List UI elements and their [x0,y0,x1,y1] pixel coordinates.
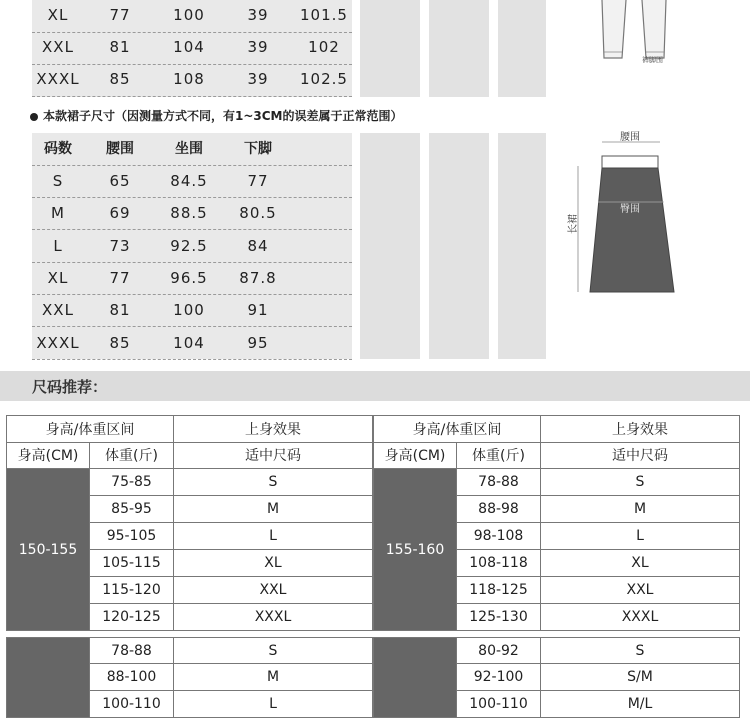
size-cell: S [541,637,740,664]
table-cell: 39 [247,6,269,24]
height-range-cell [6,637,90,718]
size-cell: XXL [174,577,373,604]
height-header: 身高(CM) [6,443,90,469]
weight-cell: 118-125 [457,577,541,604]
size-cell: S/M [541,664,740,691]
table-cell: 39 [247,70,269,88]
table-cell: 84.5 [170,172,208,190]
grid-col [498,133,546,359]
table-row [32,64,352,97]
table-cell: 88.5 [170,204,208,223]
size-header: 适中尺码 [541,443,740,469]
weight-cell: 98-108 [457,523,541,550]
weight-cell: 78-88 [457,469,541,496]
size-cell: S [174,469,373,496]
table-cell: 104 [173,38,205,56]
table-cell: 81 [109,301,131,320]
weight-cell: 108-118 [457,550,541,577]
table-row [32,327,352,360]
table-cell: 80.5 [239,204,277,223]
recommend-title: 尺码推荐： [32,378,108,396]
weight-cell: 88-98 [457,496,541,523]
weight-cell: 105-115 [90,550,174,577]
size-cell: M [541,496,740,523]
table-cell: 108 [173,70,205,88]
table-row [32,230,352,263]
size-cell: XXXL [174,604,373,631]
table-row [32,32,352,65]
table-row [32,165,352,198]
table-header-row [32,133,352,166]
skirt-diagram [560,130,680,300]
weight-cell: 85-95 [90,496,174,523]
size-cell: M/L [541,691,740,718]
pants-hem-label: 裤脚围 [642,56,663,64]
table-cell: 77 [109,268,131,287]
table-cell: 104 [173,333,205,352]
weight-cell: 75-85 [90,469,174,496]
length-label: 长裙 [568,214,579,234]
table-header: 坐围 [175,141,203,157]
effect-header: 上身效果 [174,415,373,443]
table-cell: 81 [109,38,131,56]
weight-cell: 125-130 [457,604,541,631]
table-cell: M [51,204,65,223]
table-cell: 102.5 [300,70,348,88]
size-cell: L [174,691,373,718]
table-cell: 95 [247,333,269,352]
table-cell: XL [47,6,69,24]
weight-cell: 80-92 [457,637,541,664]
table-cell: 96.5 [170,268,208,287]
table-cell: 92.5 [170,236,208,255]
table-cell: 87.8 [239,268,277,287]
size-cell: L [174,523,373,550]
weight-cell: 115-120 [90,577,174,604]
table-cell: XL [47,268,69,287]
grid-col [360,133,420,359]
pants-diagram [590,0,680,70]
size-cell: XL [174,550,373,577]
size-cell: XXL [541,577,740,604]
table-cell: 69 [109,204,131,223]
table-cell: XXXL [36,70,80,88]
table-header: 码数 [44,141,72,157]
table-row [32,294,352,327]
weight-cell: 92-100 [457,664,541,691]
table-row [32,0,352,33]
table-row [32,262,352,295]
range-header: 身高/体重区间 [6,415,174,443]
table-cell: L [53,236,63,255]
weight-header: 体重(斤) [457,443,541,469]
table-cell: 100 [173,6,205,24]
table-cell: 73 [109,236,131,255]
table-cell: XXL [42,38,74,56]
hip-label: 臀围 [620,204,640,215]
size-cell: S [174,637,373,664]
recommend-banner [0,371,750,401]
skirt-size-note: 本款裙子尺寸（因测量方式不同，有1~3CM的误差属于正常范围） [30,107,403,124]
effect-header: 上身效果 [541,415,740,443]
bullet-icon [30,113,38,121]
size-header: 适中尺码 [174,443,373,469]
grid-col [429,133,489,359]
table-cell: 84 [247,236,269,255]
table-cell: 102 [308,38,340,56]
table-cell: 101.5 [300,6,348,24]
size-cell: M [174,664,373,691]
weight-cell: 120-125 [90,604,174,631]
table-cell: 91 [247,301,269,320]
table-cell: 77 [109,6,131,24]
height-range-cell [373,637,457,718]
size-cell: XL [541,550,740,577]
table-row [32,197,352,230]
table-cell: XXL [42,301,74,320]
table-cell: 85 [109,70,131,88]
weight-cell: 100-110 [90,691,174,718]
weight-cell: 100-110 [457,691,541,718]
table-cell: XXXL [36,333,80,352]
table-cell: 39 [247,38,269,56]
height-header: 身高(CM) [373,443,457,469]
table-header: 下脚 [244,141,272,157]
grid-col [360,0,420,97]
weight-cell: 78-88 [90,637,174,664]
table-cell: 85 [109,333,131,352]
grid-col [429,0,489,97]
weight-cell: 88-100 [90,664,174,691]
size-cell: L [541,523,740,550]
height-range-cell: 150-155 [6,469,90,631]
waist-label: 腰围 [620,132,640,143]
height-range-cell: 155-160 [373,469,457,631]
table-cell: 77 [247,172,269,190]
size-cell: S [541,469,740,496]
weight-cell: 95-105 [90,523,174,550]
grid-col [498,0,546,97]
weight-header: 体重(斤) [90,443,174,469]
size-cell: XXXL [541,604,740,631]
table-cell: 100 [173,301,205,320]
table-cell: S [52,172,64,190]
table-header: 腰围 [106,141,134,157]
table-cell: 65 [109,172,131,190]
range-header: 身高/体重区间 [373,415,541,443]
size-cell: M [174,496,373,523]
